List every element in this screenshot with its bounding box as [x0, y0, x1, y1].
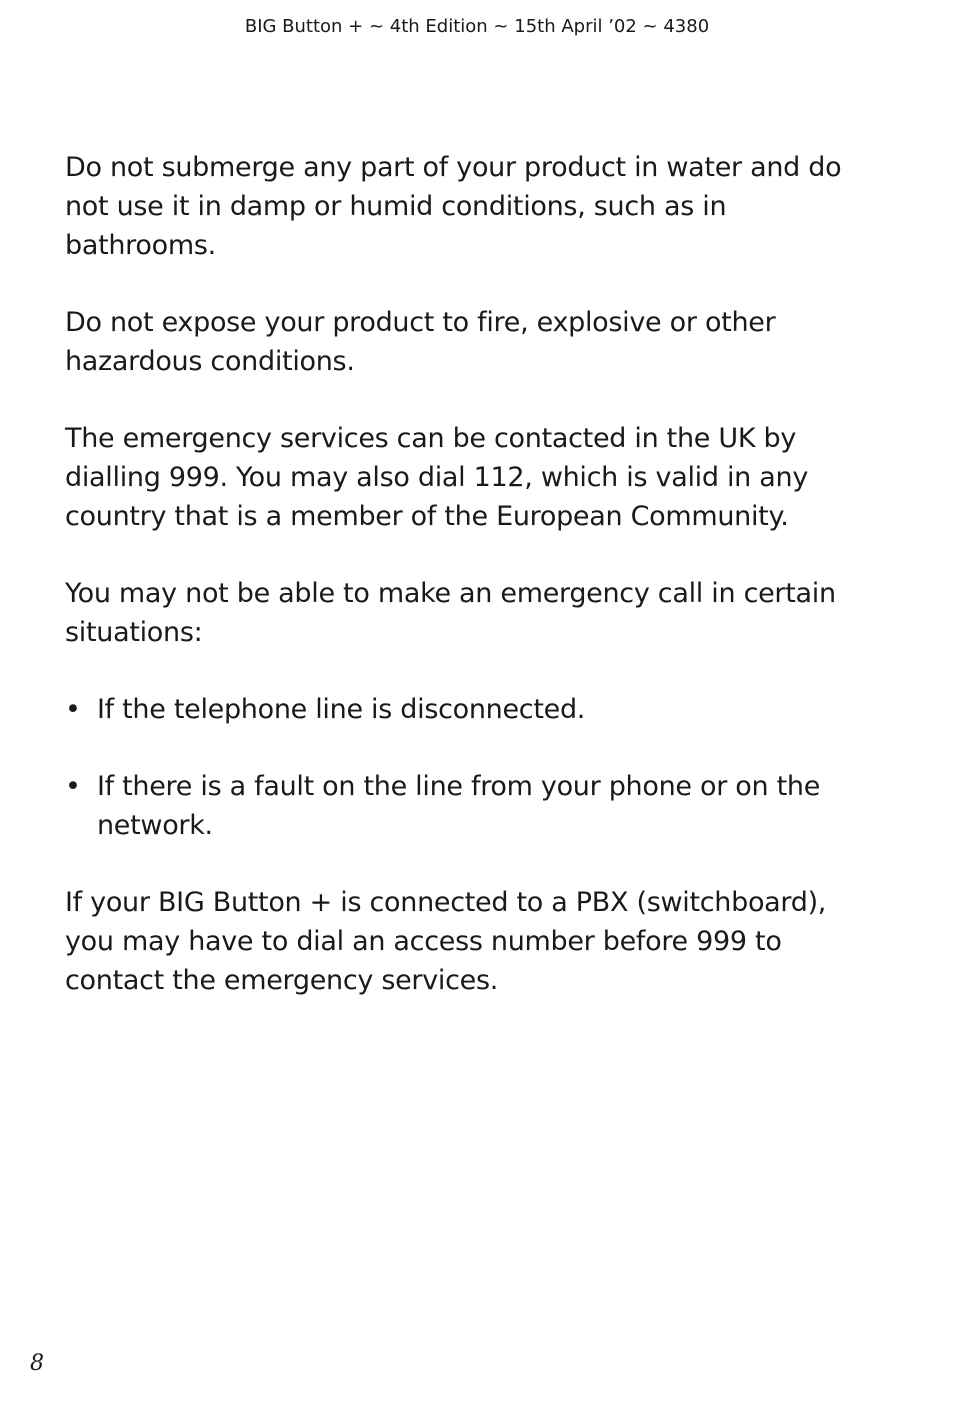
paragraph-emergency-numbers: The emergency services can be contacted in the UK by dialling 999. You may also dial 112, which is valid in any country that is a member of the European Community.: [65, 423, 809, 532]
bullet-icon: •: [65, 771, 81, 802]
paragraph-fire-warning: Do not expose your product to fire, explosive or other hazardous conditions.: [65, 307, 776, 377]
paragraph-water-warning: Do not submerge any part of your product in water and do not use it in damp or humid conditions, such as in bathrooms.: [65, 152, 842, 261]
list-item-text: If there is a fault on the line from your phone or on the network.: [97, 771, 821, 841]
running-header: BIG Button + ~ 4th Edition ~ 15th April ’02 ~ 4380: [244, 16, 710, 37]
situation-list: [65, 690, 875, 845]
page-number: 8: [30, 1351, 44, 1376]
bullet-icon: •: [65, 694, 81, 725]
list-item: [65, 690, 875, 729]
list-item-text: If the telephone line is disconnected.: [97, 694, 586, 725]
list-item: [65, 767, 875, 845]
paragraph-pbx-note: If your BIG Button + is connected to a PBX (switchboard), you may have to dial an access number before 999 to contact the emergency services.: [65, 887, 827, 996]
page-body: [65, 148, 875, 1038]
paragraph-emergency-situations: You may not be able to make an emergency call in certain situations:: [65, 578, 836, 648]
